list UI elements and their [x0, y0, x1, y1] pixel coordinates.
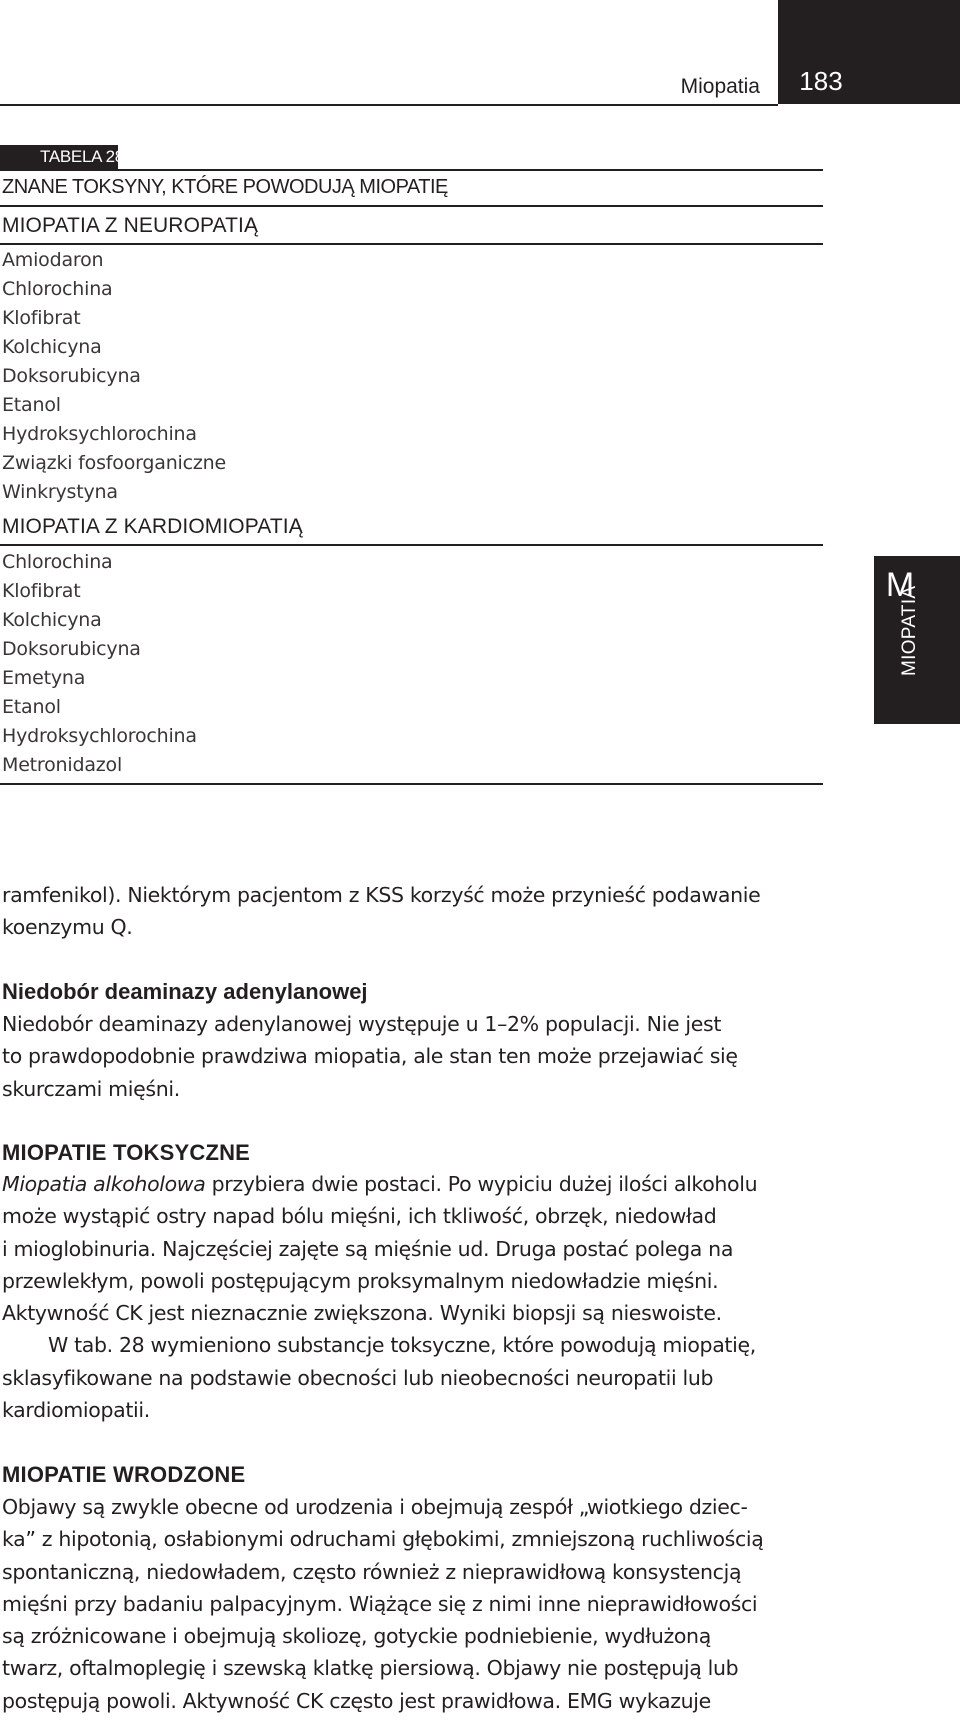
- table-cell: Związki fosfoorganiczne: [2, 452, 226, 474]
- table-caption: ZNANE TOKSYNY, KTÓRE POWODUJĄ MIOPATIĘ: [2, 176, 448, 198]
- table-group-title: MIOPATIA Z NEUROPATIĄ: [2, 214, 259, 237]
- text-line: kardiomiopatii.: [2, 1398, 150, 1423]
- table-cell: Hydroksychlorochina: [2, 423, 197, 445]
- table-cell: Metronidazol: [2, 754, 123, 776]
- table-bottom-rule: [0, 783, 823, 785]
- table-cell: Etanol: [2, 696, 61, 718]
- table-cell: Kolchicyna: [2, 336, 102, 358]
- text-line: Objawy są zwykle obecne od urodzenia i obejmują zespół „wiotkiego dziec-: [2, 1495, 748, 1519]
- text-line: są zróżnicowane i obejmują skoliozę, gotyckie podniebienie, wydłużoną: [2, 1624, 711, 1649]
- thumb-index-word: MIOPATIA: [899, 585, 920, 676]
- table-top-rule: [0, 169, 823, 171]
- table-group-title: MIOPATIA Z KARDIOMIOPATIĄ: [2, 515, 303, 538]
- section-heading-toxic: MIOPATIE TOKSYCZNE: [2, 1140, 251, 1165]
- text-line: Aktywność CK jest nieznacznie zwiększona. Wyniki biopsji są nieswoiste.: [2, 1301, 722, 1326]
- table-cell: Emetyna: [2, 667, 86, 689]
- adenylate-paragraph: [2, 1008, 832, 1105]
- header-rule: [0, 104, 778, 106]
- text-line: W tab. 28 wymieniono substancje toksyczne, które powodują miopatię,: [48, 1333, 756, 1358]
- table-cell: Winkrystyna: [2, 481, 118, 503]
- section-heading-congenital: MIOPATIE WRODZONE: [2, 1462, 246, 1487]
- table-cell: Chlorochina: [2, 278, 113, 300]
- text-line: postępują powoli. Aktywność CK często jest prawidłowa. EMG wykazuje: [2, 1688, 711, 1713]
- table-cell: Klofibrat: [2, 580, 81, 602]
- toxic-paragraph: [2, 1168, 832, 1426]
- table-cell: Amiodaron: [2, 249, 104, 271]
- text-line-rest: przybiera dwie postaci. Po wypiciu dużej ilości alkoholu: [205, 1172, 758, 1196]
- table-cell: Kolchicyna: [2, 609, 102, 631]
- text-line: spontaniczną, niedowładem, często również z nieprawidłową konsystencją: [2, 1559, 742, 1584]
- table-cell: Doksorubicyna: [2, 365, 141, 387]
- text-line: ka” z hipotonią, osłabionymi odruchami głębokimi, zmniejszoną ruchliwością: [2, 1527, 764, 1552]
- text-line: mięśni przy badaniu palpacyjnym. Wiążące się z nimi inne nieprawidłowości: [2, 1591, 758, 1616]
- table-cell: Etanol: [2, 394, 61, 416]
- text-line: Niedobór deaminazy adenylanowej występuje u 1–2% populacji. Nie jest: [2, 1012, 722, 1036]
- congenital-paragraph: [2, 1491, 832, 1717]
- text-line: może wystąpić ostry napad bólu mięśni, ich tkliwość, obrzęk, niedowład: [2, 1204, 717, 1229]
- table-cell: Chlorochina: [2, 551, 113, 573]
- text-line: skurczami mięśni.: [2, 1076, 180, 1101]
- text-line: twarz, oftalmoplegię i szewską klatkę piersiową. Objawy nie postępują lub: [2, 1656, 739, 1681]
- thumb-index-letter: M: [885, 566, 915, 604]
- subsection-heading: Niedobór deaminazy adenylanowej: [2, 979, 368, 1004]
- italic-term: Miopatia alkoholowa: [2, 1172, 206, 1196]
- text-line: i mioglobinuria. Najczęściej zajęte są mięśnie ud. Druga postać polega na: [2, 1236, 734, 1261]
- text-line: to prawdopodobnie prawdziwa miopatia, ale stan ten może przejawiać się: [2, 1044, 738, 1069]
- text-line: sklasyfikowane na podstawie obecności lub nieobecności neuropatii lub: [2, 1365, 714, 1390]
- caption-rule: [0, 205, 823, 207]
- table-label: TABELA 28: [40, 147, 124, 166]
- group-rule: [0, 544, 823, 546]
- text-line: [2, 1168, 832, 1200]
- text-line: koenzymu Q.: [2, 915, 133, 940]
- text-line: ramfenikol). Niektórym pacjentom z KSS korzyść może przynieść podawanie: [2, 883, 761, 907]
- table-cell: Klofibrat: [2, 307, 81, 329]
- page-number: 183: [799, 66, 843, 96]
- group-rule: [0, 243, 823, 245]
- running-title: Miopatia: [680, 75, 760, 98]
- table-cell: Hydroksychlorochina: [2, 725, 197, 747]
- table-cell: Doksorubicyna: [2, 638, 141, 660]
- text-line: przewlekłym, powoli postępującym proksymalnym niedowładzie mięśni.: [2, 1268, 719, 1293]
- intro-paragraph: [2, 879, 832, 944]
